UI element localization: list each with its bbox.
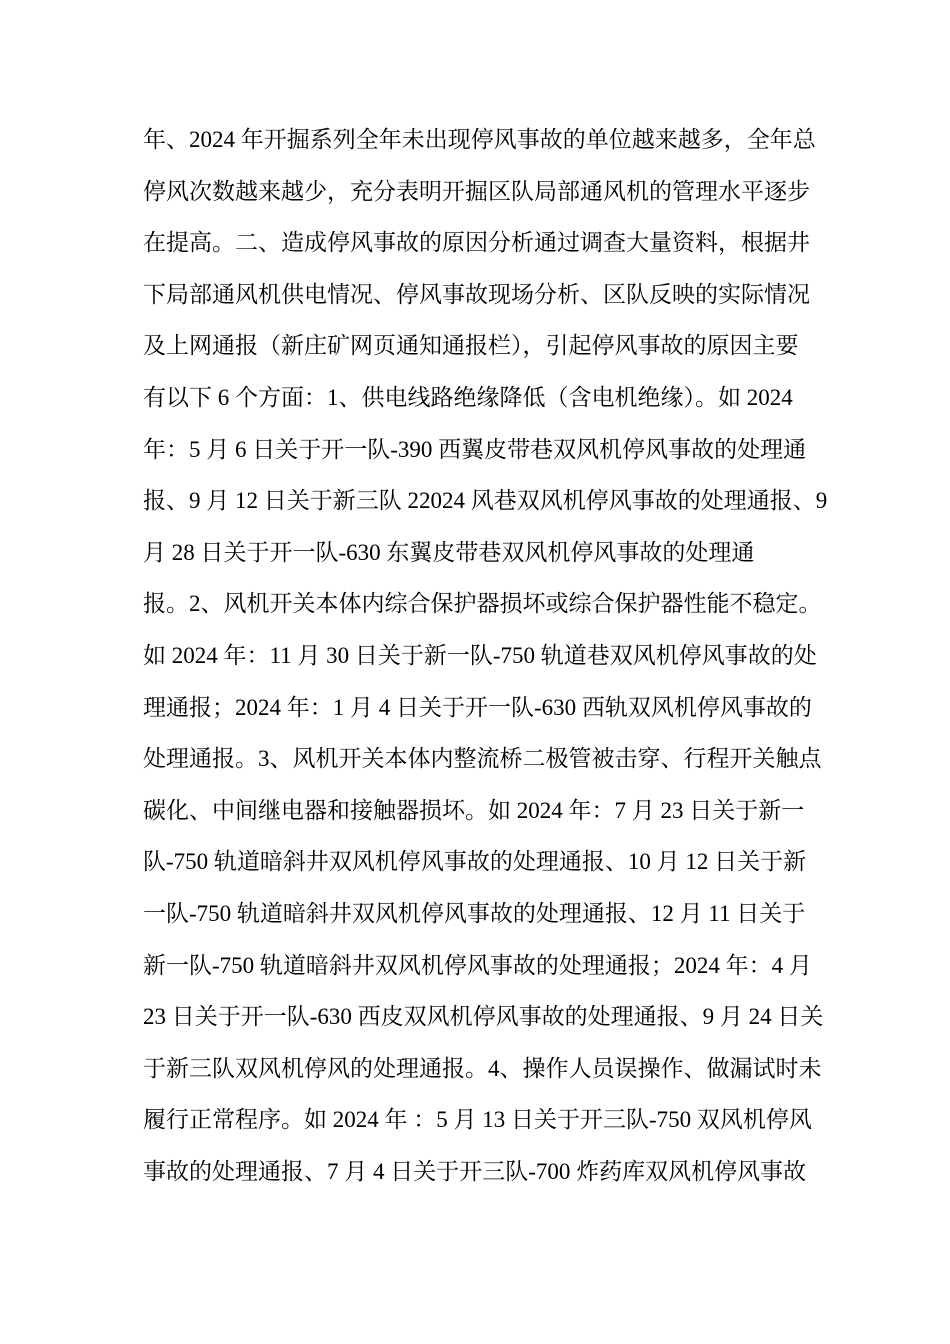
text-line: 报。2、风机开关本体内综合保护器损坏或综合保护器性能不稳定。 bbox=[143, 591, 822, 617]
text-line: 在提高。二、造成停风事故的原因分析通过调查大量资料，根据井 bbox=[143, 230, 810, 256]
text-line: 事故的处理通报、7 月 4 日关于开三队-700 炸药库双风机停风事故 bbox=[143, 1158, 807, 1184]
text-line: 一队-750 轨道暗斜井双风机停风事故的处理通报、12 月 11 日关于 bbox=[143, 900, 806, 926]
text-line: 月 28 日关于开一队-630 东翼皮带巷双风机停风事故的处理通 bbox=[143, 539, 755, 565]
text-line: 碳化、中间继电器和接触器损坏。如 2024 年：7 月 23 日关于新一 bbox=[143, 797, 805, 823]
text-line: 23 日关于开一队-630 西皮双风机停风事故的处理通报、9 月 24 日关 bbox=[143, 1004, 824, 1030]
text-line: 停风次数越来越少，充分表明开掘区队局部通风机的管理水平逐步 bbox=[143, 178, 810, 204]
text-line: 年：5 月 6 日关于开一队-390 西翼皮带巷双风机停风事故的处理通 bbox=[143, 436, 807, 462]
text-line: 有以下 6 个方面：1、供电线路绝缘降低（含电机绝缘）。如 2024 bbox=[143, 384, 793, 410]
text-line: 及上网通报（新庄矿网页通知通报栏），引起停风事故的原因主要 bbox=[143, 333, 799, 359]
text-line: 年、2024 年开掘系列全年未出现停风事故的单位越来越多，全年总 bbox=[143, 127, 816, 152]
text-line: 下局部通风机供电情况、停风事故现场分析、区队反映的实际情况 bbox=[143, 281, 810, 307]
text-line: 履行正常程序。如 2024 年 ：5 月 13 日关于开三队-750 双风机停风 bbox=[143, 1107, 812, 1133]
text-line: 于新三队双风机停风的处理通报。4、操作人员误操作、做漏试时未 bbox=[143, 1055, 822, 1081]
text-line: 报、9 月 12 日关于新三队 22024 风巷双风机停风事故的处理通报、9 bbox=[143, 488, 828, 514]
text-line: 处理通报。3、风机开关本体内整流桥二极管被击穿、行程开关触点 bbox=[143, 746, 822, 772]
text-line: 新一队-750 轨道暗斜井双风机停风事故的处理通报；2024 年：4 月 bbox=[143, 952, 812, 978]
text-line: 如 2024 年：11 月 30 日关于新一队-750 轨道巷双风机停风事故的处 bbox=[143, 642, 817, 668]
text-line: 理通报；2024 年：1 月 4 日关于开一队-630 西轨双风机停风事故的 bbox=[143, 694, 812, 720]
text-line: 队-750 轨道暗斜井双风机停风事故的处理通报、10 月 12 日关于新 bbox=[143, 849, 807, 875]
